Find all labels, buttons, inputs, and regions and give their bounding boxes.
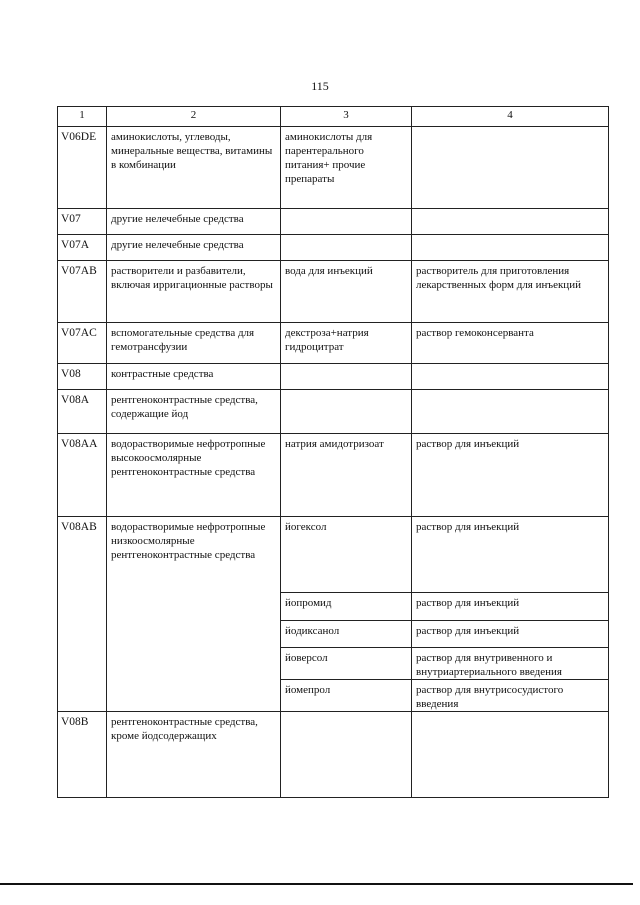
column-header-code: 1 [58, 107, 107, 127]
table-row [58, 390, 609, 434]
column-header-form: 4 [412, 107, 609, 127]
drug-name: натрия амидотризоат [281, 434, 412, 517]
dosage-form: раствор для инъекций [412, 593, 609, 621]
atc-code: V08A [58, 390, 107, 434]
drug-name: вода для инъекций [281, 261, 412, 323]
group-name: вспомогательные средства для гемотрансфузии [107, 323, 281, 364]
drug-name: йогексол [281, 517, 412, 593]
group-name: водорастворимые нефротропные низкоосмолярные рентгеноконтрастные средства [107, 517, 281, 712]
drug-name: йодиксанол [281, 621, 412, 648]
dosage-form: раствор для внутривенного и внутриартериального введения [412, 648, 609, 680]
table-row [58, 364, 609, 390]
group-name: растворители и разбавители, включая ирригационные растворы [107, 261, 281, 323]
dosage-form [412, 127, 609, 209]
atc-code: V08AA [58, 434, 107, 517]
dosage-form: раствор гемоконсерванта [412, 323, 609, 364]
dosage-form: растворитель для приготовления лекарственных форм для инъекций [412, 261, 609, 323]
table-row [58, 235, 609, 261]
drug-name [281, 712, 412, 798]
drug-name: декстроза+натрия гидроцитрат [281, 323, 412, 364]
atc-code: V08B [58, 712, 107, 798]
drug-name: йоверсол [281, 648, 412, 680]
page-number: 115 [311, 79, 329, 93]
column-header-group: 2 [107, 107, 281, 127]
group-name: контрастные средства [107, 364, 281, 390]
footer-divider [0, 883, 633, 885]
group-name: рентгеноконтрастные средства, содержащие йод [107, 390, 281, 434]
drug-name [281, 390, 412, 434]
table-header-row [58, 107, 609, 127]
dosage-form [412, 209, 609, 235]
atc-code: V07AB [58, 261, 107, 323]
atc-code: V07AC [58, 323, 107, 364]
table-row [58, 323, 609, 364]
dosage-form: раствор для инъекций [412, 621, 609, 648]
drug-classification-table [57, 106, 609, 798]
table-row [58, 127, 609, 209]
dosage-form: раствор для инъекций [412, 434, 609, 517]
table-row [58, 517, 609, 593]
group-name: рентгеноконтрастные средства, кроме йодсодержащих [107, 712, 281, 798]
column-header-drug: 3 [281, 107, 412, 127]
drug-name: йопромид [281, 593, 412, 621]
group-name: другие нелечебные средства [107, 209, 281, 235]
dosage-form: раствор для инъекций [412, 517, 609, 593]
group-name: водорастворимые нефротропные высокоосмолярные рентгеноконтрастные средства [107, 434, 281, 517]
atc-code: V07A [58, 235, 107, 261]
dosage-form [412, 235, 609, 261]
table-row [58, 434, 609, 517]
atc-code: V08AB [58, 517, 107, 712]
atc-code: V06DE [58, 127, 107, 209]
dosage-form [412, 712, 609, 798]
atc-code: V08 [58, 364, 107, 390]
table-row [58, 261, 609, 323]
drug-name [281, 235, 412, 261]
group-name: аминокислоты, углеводы, минеральные вещества, витамины в комбинации [107, 127, 281, 209]
table-row [58, 209, 609, 235]
group-name: другие нелечебные средства [107, 235, 281, 261]
dosage-form: раствор для внутрисосудистого введения [412, 680, 609, 712]
dosage-form [412, 364, 609, 390]
table-row [58, 712, 609, 798]
dosage-form [412, 390, 609, 434]
drug-name [281, 364, 412, 390]
drug-name [281, 209, 412, 235]
drug-name: аминокислоты для парентерального питания+ прочие препараты [281, 127, 412, 209]
drug-name: йомепрол [281, 680, 412, 712]
atc-code: V07 [58, 209, 107, 235]
